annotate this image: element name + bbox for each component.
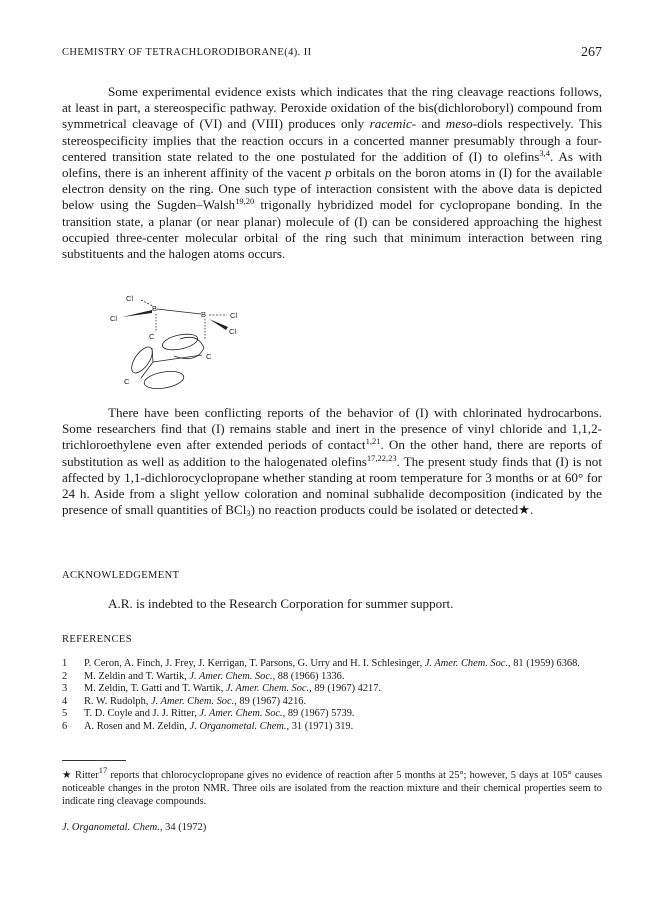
reference-item	[62, 658, 602, 671]
p2-text-b: . On the other hand, there are reports of substitution as well as addition to the halogenated olefins	[62, 437, 602, 469]
paragraph-ring-cleavage	[62, 84, 602, 262]
reference-item	[62, 683, 602, 696]
footnote-rule	[62, 760, 126, 761]
citation-superscript: 19,20	[235, 196, 255, 207]
reference-number: 2	[62, 670, 68, 682]
reference-number: 1	[62, 658, 68, 669]
citation-superscript: 1,21	[365, 436, 381, 447]
p1-meso: meso	[445, 116, 473, 132]
reference-number: 4	[62, 695, 68, 707]
reference-journal: J. Amer. Chem. Soc.	[225, 683, 310, 695]
reference-item	[62, 721, 602, 734]
reference-authors: T. D. Coyle and J. J. Ritter,	[84, 708, 200, 720]
footnote-star: ★	[62, 770, 72, 781]
reference-journal: J. Amer. Chem. Soc.	[189, 670, 273, 682]
b-right-label: B	[201, 310, 207, 319]
running-title: CHEMISTRY OF TETRACHLORODIBORANE(4). II	[62, 47, 312, 58]
footer-journal: J. Organometal. Chem.	[62, 822, 160, 833]
reference-journal: J. Amer. Chem. Soc.	[150, 695, 235, 707]
reference-volume: , 31 (1971) 319.	[286, 720, 354, 732]
p1-racemic: racemic	[369, 116, 412, 132]
p1-text-e: orbitals on the boron atoms in (I) for the available electron density on the ring. One such type of interaction consistent with the above data is depicted below using the Sugden–Walsh	[62, 165, 603, 213]
citation-superscript: 17,22,23	[366, 452, 397, 463]
reference-journal: J. Amer. Chem. Soc.	[199, 708, 283, 720]
reference-item	[62, 696, 602, 709]
transition-state-diagram	[108, 292, 258, 404]
reference-authors: M. Zeldin and T. Wartik,	[84, 670, 190, 682]
reference-authors: P. Ceron, A. Finch, J. Frey, J. Kerrigan, T. Parsons, G. Urry and H. I. Schlesinger,	[84, 658, 425, 669]
reference-number: 3	[62, 683, 68, 695]
p1-text-a: Some experimental evidence exists which indicates that the ring cleavage reactions follows, at least in part, a stereospecific pathway. Peroxide oxidation of the bis(dichloroboryl) compound from symmetrical cleavage of (VI) and (VIII) produces only	[62, 84, 602, 132]
footnote-text-b: reports that chlorocyclopropane gives no evidence of reaction after 5 months at 25°; however, 5 days at 105° causes noticeable changes in the proton NMR. Three oils are isolated from the reaction mixture and their chemical properties seem to indicate ring cleavage compounds.	[62, 770, 602, 807]
cl-right-bottom-label: Cl	[229, 327, 237, 336]
p2-text-d: ) no reaction products could be isolated or detected★.	[250, 502, 534, 518]
bcl3-subscript: 3	[246, 508, 251, 519]
reference-item	[62, 671, 602, 684]
p1-text-b: - and	[411, 116, 446, 132]
reference-list	[62, 658, 602, 734]
c-top-label: C	[149, 332, 155, 341]
reference-number: 6	[62, 720, 68, 732]
p1-text-c: -diols respectively. This stereospecificity implies that the reaction occurs in a concerted manner presumably through a four-centered transition state related to the one postulated for the addition of (I) to olefins	[62, 116, 602, 164]
c-bottom-label: C	[124, 377, 130, 386]
footer-citation	[62, 822, 206, 833]
reference-volume: , 81 (1959) 6368.	[508, 658, 580, 669]
cl-right-top-label: Cl	[230, 311, 238, 320]
reference-volume: , 89 (1967) 4217.	[309, 683, 382, 695]
page-number: 267	[581, 45, 602, 60]
citation-superscript: 3,4	[539, 147, 551, 158]
reference-authors: M. Zeldin, T. Gatti and T. Wartik,	[84, 683, 226, 695]
reference-volume: , 88 (1966) 1336.	[272, 670, 345, 682]
p1-p-orbital: p	[325, 165, 332, 181]
paragraph-chlorinated-hydrocarbons	[62, 405, 602, 518]
citation-superscript: 17	[98, 765, 108, 775]
footnote	[62, 765, 602, 808]
acknowledgement-heading: ACKNOWLEDGEMENT	[62, 570, 180, 581]
footnote-text-a: Ritter	[71, 770, 99, 781]
reference-authors: R. W. Rudolph,	[84, 695, 151, 707]
p1-text-d: . As with olefins, there is an inherent affinity of the vacent	[62, 148, 602, 181]
p2-text-a: There have been conflicting reports of the behavior of (I) with chlorinated hydrocarbons. Some researchers find that (I) remains stable and inert in the presence of vinyl chloride and 1,1,2-trichloroethylene even after extended periods of contact	[62, 405, 602, 453]
c-right-label: C	[206, 352, 212, 361]
b-left-label: B	[152, 304, 158, 313]
running-head	[62, 46, 602, 62]
p2-text-c: . The present study finds that (I) is not affected by 1,1-dichlorocyclopropane whether standing at room temperature for 3 months or at 60° for 24 h. Aside from a slight yellow coloration and nominal subhalide decomposition (indicated by the presence of small quantities of BCl	[62, 453, 602, 518]
cl-left-label: Cl	[110, 314, 118, 323]
p1-text-f: trigonally hybridized model for cyclopropane bonding. In the transition state, a planar (or near planar) molecule of (I) can be considered approaching the highest occupied three-center molecular orbital of the ring such that minimum interaction between ring substituents and the halogen atoms occurs.	[62, 197, 602, 262]
reference-journal: J. Amer. Chem. Soc.	[424, 658, 509, 669]
footer-volume: , 34 (1972)	[159, 822, 207, 833]
reference-volume: , 89 (1967) 5739.	[282, 708, 355, 720]
acknowledgement-text: A.R. is indebted to the Research Corporation for summer support.	[108, 596, 454, 611]
reference-volume: , 89 (1967) 4216.	[234, 695, 307, 707]
references-heading: REFERENCES	[62, 634, 132, 645]
reference-item	[62, 708, 602, 721]
cl-top-label: Cl	[126, 294, 134, 303]
reference-number: 5	[62, 708, 68, 720]
reference-journal: J. Organometal. Chem.	[189, 720, 287, 732]
reference-authors: A. Rosen and M. Zeldin,	[84, 720, 190, 732]
